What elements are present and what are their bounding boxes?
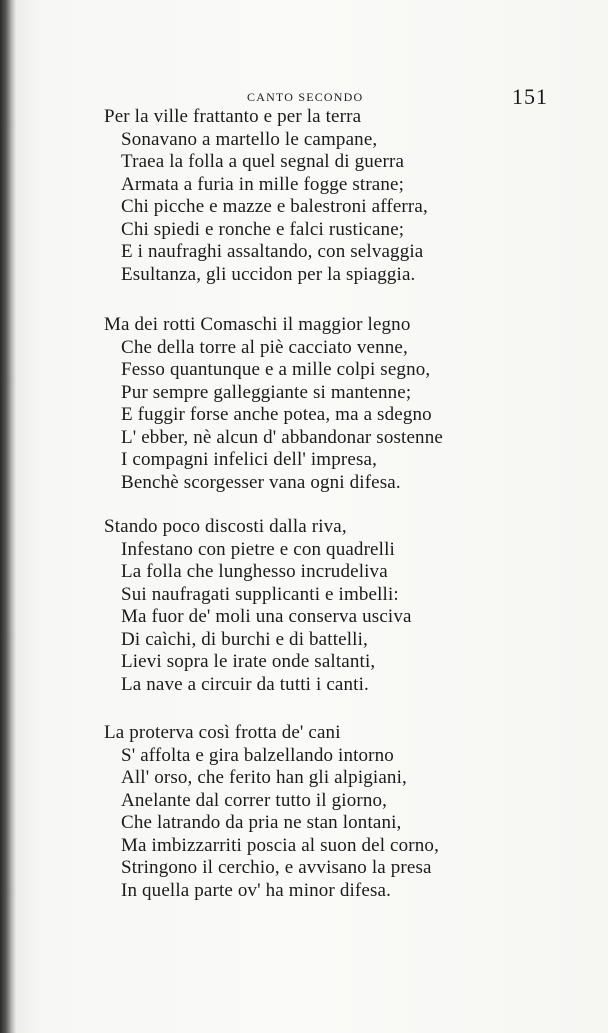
verse-line: Sonavano a martello le campane, <box>121 128 378 150</box>
verse-line: La proterva così frotta de' cani <box>104 722 341 743</box>
verse-line: Che della torre al piè cacciato venne, <box>121 336 408 358</box>
running-title: CANTO SECONDO <box>247 90 364 104</box>
verse-line: E fuggir forse anche potea, ma a sdegno <box>121 404 432 425</box>
verse-line: Infestano con pietre e con quadrelli <box>121 538 395 560</box>
verse-line: Anelante dal correr tutto il giorno, <box>121 789 388 811</box>
verse-line: Ma imbizzarriti poscia al suon del corno, <box>121 834 439 856</box>
verse-line: Di caìchi, di burchi e di battelli, <box>121 628 368 650</box>
verse-line: Armata a furia in mille fogge strane; <box>121 173 405 195</box>
verse-line: E i naufraghi assaltando, con selvaggia <box>121 241 424 262</box>
book-spine-shadow <box>0 0 16 1033</box>
verse-line: L' ebber, nè alcun d' abbandonar sostenne <box>121 426 443 448</box>
stanza-2 <box>104 314 544 494</box>
verse-line: Chi spiedi e ronche e falci rusticane; <box>121 218 405 240</box>
verse-line: La folla che lunghesso incrudeliva <box>121 561 388 582</box>
page-number: 151 <box>512 84 548 109</box>
stanza-4 <box>104 722 544 902</box>
verse-line: Ma dei rotti Comaschi il maggior legno <box>104 314 411 335</box>
verse-line: Che latrando da pria ne stan lontani, <box>121 812 402 833</box>
verse-line: Fesso quantunque e a mille colpi segno, <box>121 359 431 380</box>
verse-line: La nave a circuir da tutti i canti. <box>121 673 369 695</box>
verse-line: Lievi sopra le irate onde saltanti, <box>121 651 376 672</box>
verse-line: Stringono il cerchio, e avvisano la presa <box>121 857 432 878</box>
stanza-3 <box>104 516 544 696</box>
verse-line: Traea la folla a quel segnal di guerra <box>121 151 405 172</box>
verse-line: All' orso, che ferito han gli alpigiani, <box>121 767 407 788</box>
verse-line: Pur sempre galleggiante si mantenne; <box>121 381 412 403</box>
verse-line: I compagni infelici dell' impresa, <box>121 449 377 470</box>
verse-line: Sui naufragati supplicanti e imbelli: <box>121 583 399 605</box>
verse-line: Chi picche e mazze e balestroni afferra, <box>121 196 428 217</box>
verse-line: Benchè scorgesser vana ogni difesa. <box>121 471 401 493</box>
verse-line: S' affolta e gira balzellando intorno <box>121 744 394 766</box>
verse-line: Stando poco discosti dalla riva, <box>104 516 347 537</box>
stanza-1 <box>104 106 544 286</box>
verse-line: Per la ville frattanto e per la terra <box>104 106 362 127</box>
verse-line: Esultanza, gli uccidon per la spiaggia. <box>121 263 416 285</box>
verse-line: In quella parte ov' ha minor difesa. <box>121 879 391 901</box>
verse-line: Ma fuor de' moli una conserva usciva <box>121 606 412 627</box>
